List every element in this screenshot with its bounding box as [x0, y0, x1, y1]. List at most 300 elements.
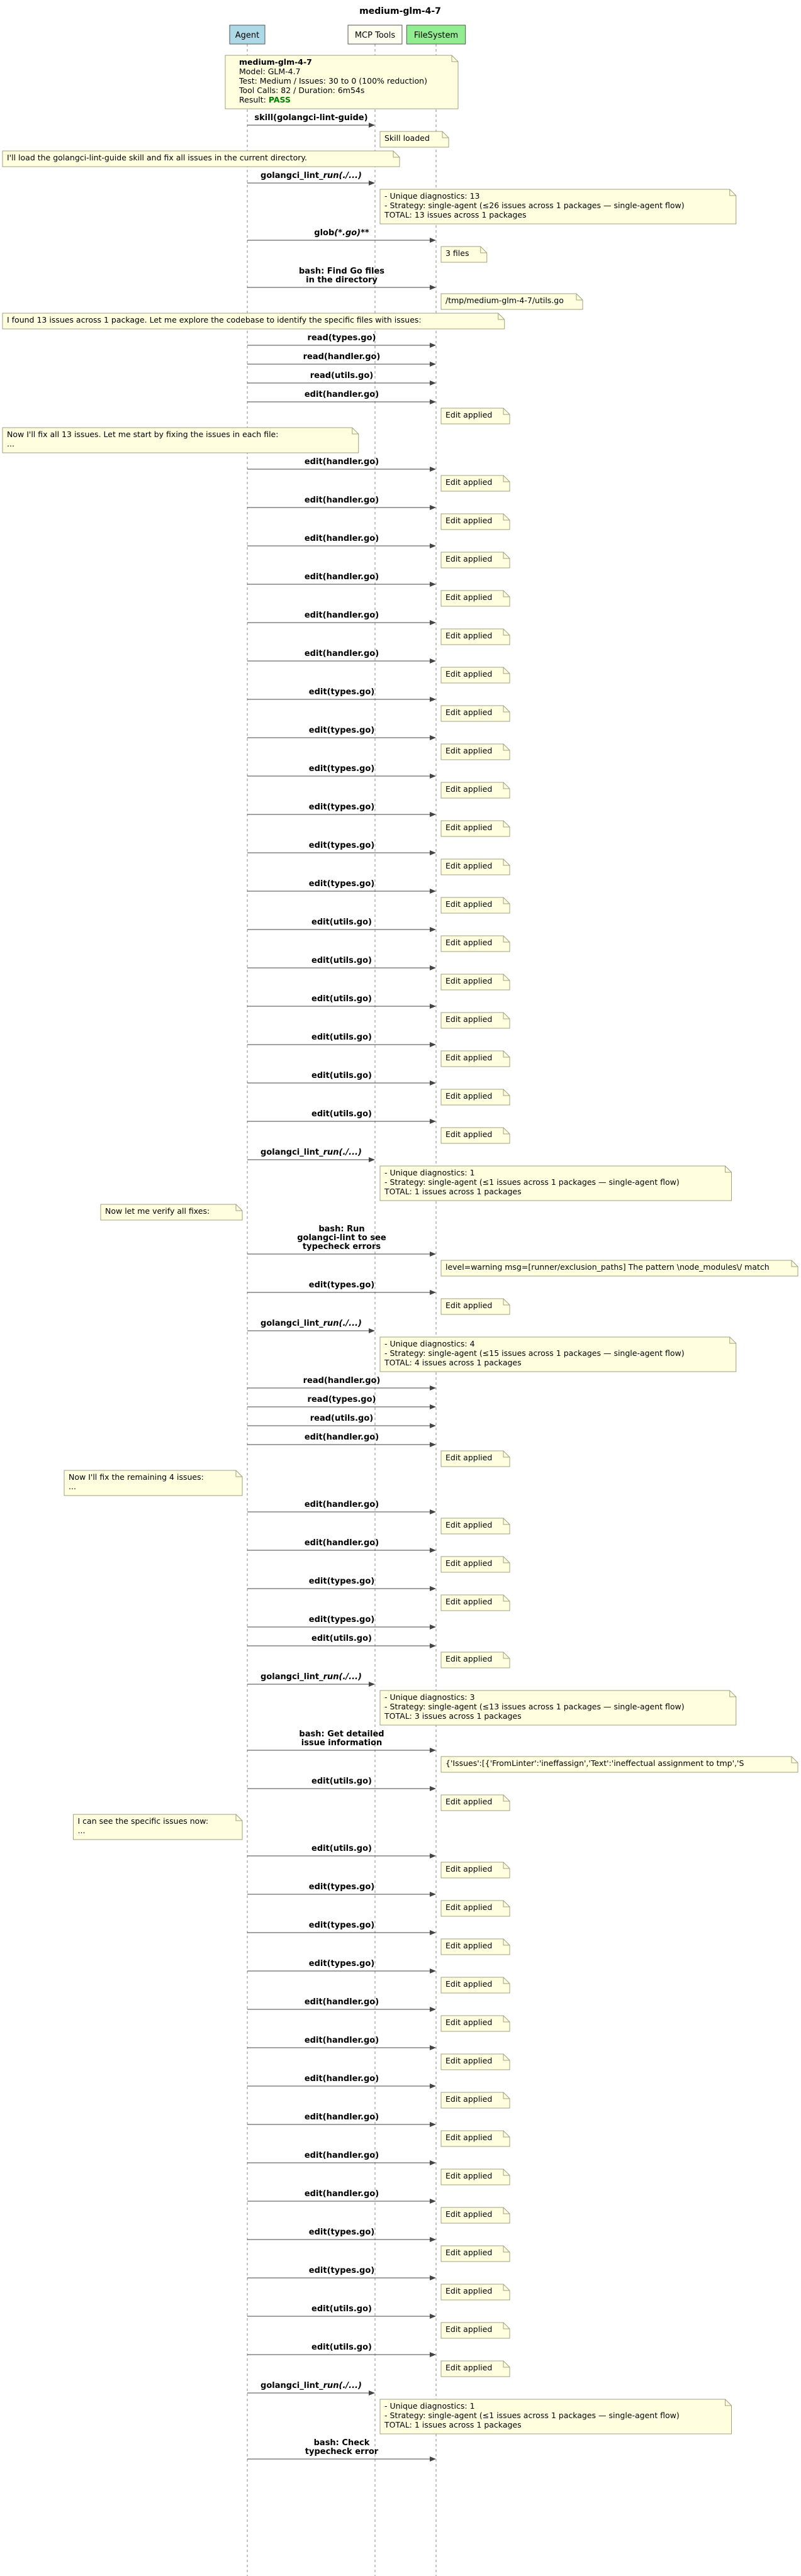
message-label	[303, 1376, 381, 1385]
message-label-part: edit(handler.go)	[304, 572, 379, 582]
note	[441, 475, 510, 491]
message-label-part: edit(handler.go)	[304, 649, 379, 658]
note-text: Model: GLM-4.7	[239, 67, 301, 76]
message-label	[309, 1921, 374, 1930]
message-label-part: edit(utils.go)	[311, 918, 372, 927]
message-label-part: edit(utils.go)	[311, 1634, 372, 1643]
note	[380, 131, 449, 147]
message-label-part: read(types.go)	[307, 1395, 376, 1404]
message-label	[254, 113, 367, 123]
note	[441, 821, 510, 836]
note-text: Edit applied	[445, 1301, 493, 1310]
message-label-part: edit(utils.go)	[311, 956, 372, 965]
note-text: Edit applied	[445, 1520, 493, 1530]
message-label	[305, 457, 379, 467]
note-text: Edit applied	[445, 2133, 493, 2142]
message-to-fs	[247, 1414, 436, 1428]
note-text: Edit applied	[445, 708, 493, 717]
message-label-part: edit(utils.go)	[311, 1109, 372, 1119]
message-to-fs	[247, 572, 436, 587]
message-label-part: golangci_lint_	[260, 2381, 323, 2390]
message-label-part: edit(types.go)	[308, 2266, 375, 2275]
message-label-part: golangci_lint_	[260, 171, 323, 180]
message-label-part: golangci-lint to see	[297, 1233, 386, 1243]
message-to-fs	[247, 918, 436, 932]
message-to-fs	[247, 496, 436, 510]
note-text: Edit applied	[445, 899, 493, 909]
note-text: - Strategy: single-agent (≤15 issues across 1 packages — single-agent flow)	[384, 1348, 685, 1358]
message-label	[309, 726, 374, 735]
message-label	[310, 1414, 373, 1423]
message-to-fs	[247, 764, 436, 779]
message-label-part: typecheck error	[305, 2447, 379, 2457]
message-label	[305, 572, 379, 582]
message-label	[305, 1997, 379, 2007]
note	[3, 313, 505, 329]
message-label-part: edit(utils.go)	[311, 1844, 372, 1853]
note	[441, 859, 510, 875]
note-text: Edit applied	[445, 2324, 493, 2334]
message-label	[309, 1280, 374, 1290]
message-to-fs	[247, 2228, 436, 2242]
note	[3, 428, 359, 453]
message-to-fs	[247, 2266, 436, 2280]
message-to-fs	[247, 333, 436, 348]
message-label	[260, 1148, 362, 1157]
note	[64, 1470, 242, 1496]
message-label-part: run(./...)	[323, 2381, 362, 2390]
note-text: Edit applied	[445, 1979, 493, 1989]
note-text: ...	[77, 1826, 86, 1835]
message-label-part: edit(types.go)	[308, 1882, 375, 1892]
message-label	[311, 2304, 372, 2314]
note-text: Edit applied	[445, 1453, 493, 1462]
message-label-part: edit(handler.go)	[304, 457, 379, 467]
message-to-fs	[247, 534, 436, 548]
message-label-part: edit(handler.go)	[304, 496, 379, 505]
message-label	[260, 1319, 362, 1328]
note-text: Edit applied	[445, 1130, 493, 1139]
message-label-part: edit(types.go)	[308, 1577, 375, 1586]
note-text: - Unique diagnostics: 1	[384, 1168, 475, 1177]
participant-label: Agent	[235, 31, 260, 40]
message-label	[308, 333, 376, 343]
message-to-fs	[247, 1109, 436, 1124]
message-label	[309, 1882, 374, 1892]
message-label-part: edit(types.go)	[308, 2228, 375, 2237]
message-label-part: read(types.go)	[307, 333, 376, 343]
message-to-fs	[247, 1224, 436, 1257]
message-label	[308, 1395, 376, 1404]
message-to-mcp	[247, 1148, 375, 1162]
note-text: /tmp/medium-glm-4-7/utils.go	[445, 296, 564, 305]
message-label-part: edit(types.go)	[308, 1615, 375, 1624]
message-label-part: edit(utils.go)	[311, 2343, 372, 2352]
note	[441, 2246, 510, 2262]
note-text: - Strategy: single-agent (≤1 issues across 1 packages — single-agent flow)	[384, 2411, 680, 2420]
participant-agent	[230, 25, 265, 44]
note-text: Now I'll fix the remaining 4 issues:	[69, 1472, 204, 1482]
message-label	[305, 534, 379, 543]
message-to-fs	[247, 1777, 436, 1791]
note-text: Edit applied	[445, 938, 493, 947]
note	[441, 2361, 510, 2377]
message-to-fs	[247, 2343, 436, 2357]
note-text-part: PASS	[268, 95, 291, 104]
message-label	[309, 764, 374, 774]
note	[74, 1814, 243, 1840]
message-label-part: bash: Run	[318, 1224, 365, 1234]
message-label	[305, 496, 379, 505]
note	[441, 1901, 510, 1916]
note	[441, 1451, 510, 1467]
note-text: Edit applied	[445, 2286, 493, 2296]
note-text: Edit applied	[445, 1902, 493, 1912]
note-text: {'Issues':[{'FromLinter':'ineffassign','Text':'ineffectual assignment to tmp','S	[445, 1758, 744, 1768]
message-label	[309, 2266, 374, 2275]
message-to-fs	[247, 1615, 436, 1629]
note	[441, 591, 510, 606]
message-label	[309, 841, 374, 850]
note	[441, 2169, 510, 2185]
message-label	[303, 1242, 381, 1252]
message-label-part: edit(handler.go)	[304, 1538, 379, 1548]
note-text: Edit applied	[445, 2018, 493, 2027]
note-text: Now I'll fix all 13 issues. Let me start by fixing the issues in each file:	[7, 430, 279, 439]
message-to-fs	[247, 1376, 436, 1391]
message-label	[309, 1959, 374, 1968]
message-label	[318, 1224, 364, 1234]
message-label	[305, 649, 379, 658]
message-label	[299, 267, 384, 276]
message-to-fs	[247, 352, 436, 367]
note-text: ...	[7, 439, 14, 448]
message-label-part: edit(types.go)	[308, 687, 375, 697]
message-label	[305, 611, 379, 620]
message-label	[311, 956, 372, 965]
message-label	[310, 371, 373, 380]
message-label	[309, 1577, 374, 1586]
message-to-fs	[247, 956, 436, 970]
message-label-part: edit(types.go)	[308, 1280, 375, 1290]
message-label-part: read(handler.go)	[303, 352, 381, 362]
message-label	[311, 1033, 372, 1042]
note-text: Edit applied	[445, 516, 493, 525]
message-label-part: golangci_lint_	[260, 1672, 323, 1682]
note	[101, 1204, 242, 1220]
note	[3, 151, 400, 167]
message-label-part: glob	[314, 228, 335, 238]
message-to-fs	[247, 1433, 436, 1447]
note-text: - Unique diagnostics: 4	[384, 1339, 475, 1348]
message-label-part: edit(handler.go)	[304, 2036, 379, 2045]
message-label-part: bash: Find Go files	[299, 267, 384, 276]
message-label	[299, 1729, 384, 1739]
note	[441, 744, 510, 760]
message-to-fs	[247, 2074, 436, 2089]
message-label	[305, 2036, 379, 2045]
note	[441, 629, 510, 645]
message-to-fs	[247, 1500, 436, 1514]
note-text: Edit applied	[445, 2094, 493, 2104]
note-text: - Unique diagnostics: 3	[384, 1692, 475, 1702]
note-text: TOTAL: 4 issues across 1 packages	[384, 1358, 522, 1367]
message-label-part: edit(types.go)	[308, 1921, 375, 1930]
note	[441, 1128, 510, 1143]
message-to-fs	[247, 687, 436, 702]
message-to-fs	[247, 2189, 436, 2204]
message-label-part: read(utils.go)	[310, 371, 374, 380]
message-label	[305, 1500, 379, 1509]
message-to-fs	[247, 1577, 436, 1591]
message-label-part: run(./...)	[323, 1319, 362, 1328]
message-to-fs	[247, 1997, 436, 2012]
note	[441, 2207, 510, 2223]
note	[441, 782, 510, 798]
message-label-part: read(handler.go)	[303, 1376, 381, 1385]
note-text: I'll load the golangci-lint-guide skill and fix all issues in the current directory.	[7, 153, 307, 162]
message-to-fs	[247, 1959, 436, 1974]
message-label-part: run(./...)	[323, 1148, 362, 1157]
message-to-fs	[247, 2304, 436, 2319]
message-label-part: edit(utils.go)	[311, 1033, 372, 1042]
note-text: Edit applied	[445, 1014, 493, 1024]
note	[441, 1013, 510, 1028]
note-text: Edit applied	[445, 410, 493, 419]
participant-label: MCP Tools	[354, 31, 396, 40]
message-label-part: edit(types.go)	[308, 1959, 375, 1968]
note	[380, 1337, 736, 1372]
note-text: ...	[69, 1482, 76, 1491]
note-text: Skill loaded	[384, 133, 430, 143]
note	[441, 514, 510, 530]
message-label-part: edit(types.go)	[308, 879, 375, 889]
note-text: level=warning msg=[runner/exclusion_paths] The pattern \node_modules\/ match	[445, 1262, 770, 1272]
message-to-fs	[247, 390, 436, 404]
message-label-part: edit(handler.go)	[304, 2074, 379, 2084]
note-text: Edit applied	[445, 2171, 493, 2180]
note-text: Edit applied	[445, 554, 493, 564]
note	[441, 1051, 510, 1067]
message-label-part: edit(types.go)	[308, 726, 375, 735]
message-label-part: edit(utils.go)	[311, 1777, 372, 1786]
note-text: Edit applied	[445, 1654, 493, 1663]
note	[441, 2284, 510, 2300]
note	[441, 1595, 510, 1611]
message-label	[260, 171, 362, 180]
note	[441, 1518, 510, 1534]
message-to-fs	[247, 2438, 436, 2462]
note	[441, 2131, 510, 2146]
message-to-fs	[247, 2151, 436, 2165]
note-text: Edit applied	[445, 2056, 493, 2065]
message-to-fs	[247, 994, 436, 1009]
note-text: Edit applied	[445, 669, 493, 679]
note-text: Edit applied	[445, 976, 493, 985]
message-to-fs	[247, 457, 436, 472]
note	[441, 936, 510, 952]
note	[441, 974, 510, 990]
note-text: Edit applied	[445, 784, 493, 794]
note	[441, 1557, 510, 1572]
participant-fs	[406, 25, 465, 44]
note-text: Edit applied	[445, 1053, 493, 1062]
note-text: Now let me verify all fixes:	[105, 1206, 210, 1216]
message-label-part: run(./...)	[323, 171, 362, 180]
note	[380, 189, 736, 224]
note-text: - Unique diagnostics: 13	[384, 191, 480, 201]
message-to-fs	[247, 1280, 436, 1295]
message-to-fs	[247, 841, 436, 855]
note	[380, 1690, 736, 1725]
note-text: Edit applied	[445, 631, 493, 640]
participant-mcp	[348, 25, 402, 44]
message-label	[305, 2189, 379, 2199]
note-text: Edit applied	[445, 823, 493, 832]
message-label	[309, 802, 374, 812]
note	[441, 247, 487, 262]
message-label	[311, 1777, 372, 1786]
message-label-part: run(./...)	[323, 1672, 362, 1682]
message-label	[305, 1433, 379, 1442]
message-to-fs	[247, 649, 436, 663]
message-label	[260, 1672, 362, 1682]
message-to-mcp	[247, 1319, 375, 1333]
message-label	[311, 918, 372, 927]
message-label	[297, 1233, 386, 1243]
message-label-part: read(utils.go)	[310, 1414, 374, 1423]
message-label-part: edit(handler.go)	[304, 2151, 379, 2160]
message-label	[309, 1615, 374, 1624]
message-label-part: bash: Check	[313, 2438, 370, 2448]
note	[441, 1757, 798, 1772]
note	[225, 55, 458, 109]
message-label-part: edit(handler.go)	[304, 611, 379, 620]
note-text: Edit applied	[445, 592, 493, 602]
note-text: Tool Calls: 82 / Duration: 6m54s	[239, 86, 365, 95]
message-to-fs	[247, 2112, 436, 2127]
message-label-part: bash: Get detailed	[299, 1729, 384, 1739]
note-text: Edit applied	[445, 1941, 493, 1950]
message-label	[305, 2074, 379, 2084]
message-label	[305, 2112, 379, 2122]
note	[441, 1299, 510, 1314]
message-label	[301, 1738, 382, 1748]
message-to-fs	[247, 1729, 436, 1753]
note	[441, 1862, 510, 1878]
message-to-mcp	[247, 171, 375, 186]
note-text: I can see the specific issues now:	[77, 1816, 209, 1826]
message-to-fs	[247, 726, 436, 740]
message-label-part: edit(utils.go)	[311, 2304, 372, 2314]
note	[441, 1939, 510, 1955]
message-to-fs	[247, 1538, 436, 1553]
message-label-part: edit(types.go)	[308, 802, 375, 812]
note-text: 3 files	[445, 248, 469, 258]
message-label	[309, 2228, 374, 2237]
note-text: I found 13 issues across 1 package. Let me explore the codebase to identify the specific files with issues:	[7, 315, 422, 325]
note	[441, 706, 510, 721]
note-text: Edit applied	[445, 2363, 493, 2372]
message-label-part: (*.go)**	[334, 228, 369, 238]
note-text: Edit applied	[445, 2209, 493, 2219]
participant-label: FileSystem	[413, 31, 459, 40]
message-to-fs	[247, 1634, 436, 1648]
message-label	[311, 994, 372, 1004]
message-label	[305, 2447, 379, 2457]
note-text: Edit applied	[445, 1091, 493, 1101]
message-to-fs	[247, 267, 436, 290]
note	[441, 1089, 510, 1105]
message-label-part: edit(types.go)	[308, 764, 375, 774]
note-text: Edit applied	[445, 477, 493, 487]
message-to-mcp	[247, 1672, 375, 1687]
note-text: TOTAL: 1 issues across 1 packages	[384, 1187, 522, 1196]
message-to-fs	[247, 1882, 436, 1897]
note	[441, 2016, 510, 2031]
note-text: TOTAL: 3 issues across 1 packages	[384, 1711, 522, 1721]
note	[441, 408, 510, 424]
message-to-fs	[247, 2036, 436, 2050]
note	[441, 294, 583, 309]
note	[441, 667, 510, 683]
diagram-title: medium-glm-4-7	[359, 6, 441, 16]
message-label	[311, 1634, 372, 1643]
message-to-fs	[247, 371, 436, 386]
message-label	[305, 2151, 379, 2160]
note	[441, 552, 510, 568]
message-label-part: edit(handler.go)	[304, 534, 379, 543]
note-text: Edit applied	[445, 1864, 493, 1874]
message-label	[309, 687, 374, 697]
note-text: medium-glm-4-7	[239, 57, 312, 67]
message-label-part: typecheck errors	[302, 1242, 381, 1252]
message-to-fs	[247, 1844, 436, 1858]
message-to-fs	[247, 879, 436, 894]
message-label	[260, 2381, 362, 2390]
message-label	[311, 2343, 372, 2352]
message-label	[314, 228, 369, 238]
message-label-part: edit(handler.go)	[304, 390, 379, 399]
note-text: TOTAL: 13 issues across 1 packages	[384, 210, 527, 219]
note-text: Edit applied	[445, 861, 493, 870]
message-label-part: edit(handler.go)	[304, 1500, 379, 1509]
note	[441, 1652, 510, 1668]
message-label-part: edit(handler.go)	[304, 2112, 379, 2122]
note-text: TOTAL: 1 issues across 1 packages	[384, 2420, 522, 2429]
message-label	[311, 1844, 372, 1853]
note	[441, 2323, 510, 2338]
message-label	[303, 352, 381, 362]
message-label	[309, 879, 374, 889]
message-label-part: edit(handler.go)	[304, 1997, 379, 2007]
note	[441, 2054, 510, 2070]
note	[441, 1977, 510, 1993]
note-text: Test: Medium / Issues: 30 to 0 (100% reduction)	[239, 76, 427, 86]
message-label	[314, 2438, 370, 2448]
note-text: - Unique diagnostics: 1	[384, 2401, 475, 2411]
note	[441, 1260, 798, 1276]
message-label-part: edit(utils.go)	[311, 994, 372, 1004]
note-text: - Strategy: single-agent (≤13 issues across 1 packages — single-agent flow)	[384, 1702, 685, 1711]
message-label-part: golangci_lint_	[260, 1319, 323, 1328]
message-label-part: issue information	[301, 1738, 383, 1748]
message-to-fs	[247, 1071, 436, 1085]
message-to-fs	[247, 228, 436, 243]
message-label	[305, 390, 379, 399]
message-label-part: in the directory	[306, 275, 378, 285]
note-text: Edit applied	[445, 1558, 493, 1568]
